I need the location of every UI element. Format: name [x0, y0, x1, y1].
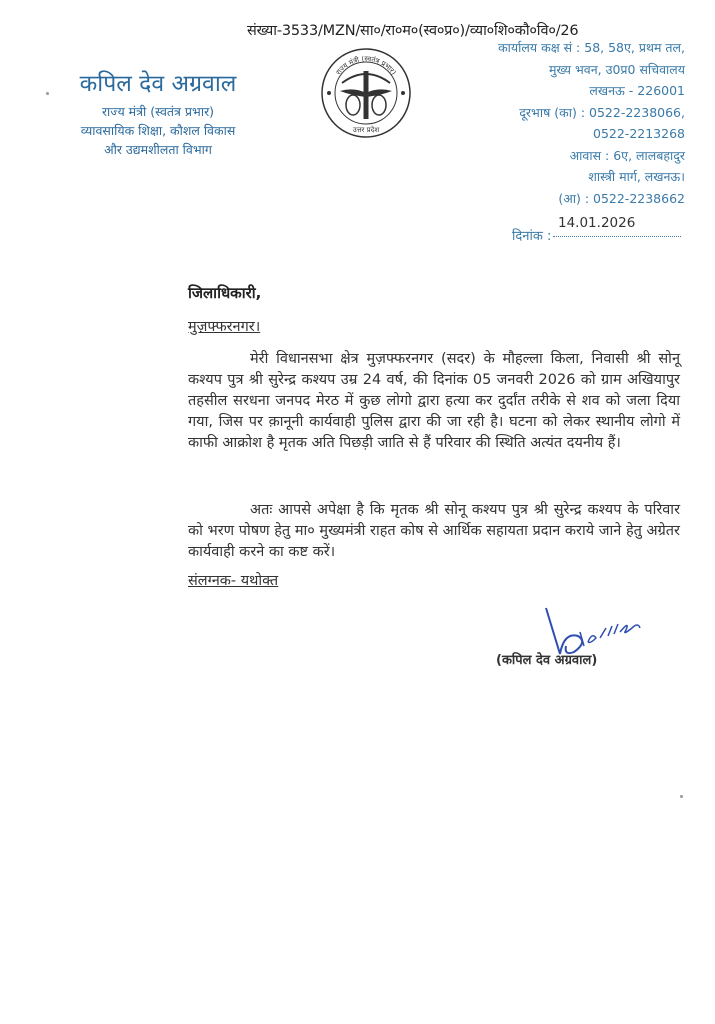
designation-line: राज्य मंत्री (स्वतंत्र प्रभार) — [101, 104, 215, 119]
body-paragraph-1 — [188, 349, 680, 454]
reference-number: संख्या-3533/MZN/सा०/रा०म०(स्व०प्र०)/व्या०शि०कौ०वि०/26 — [247, 23, 579, 39]
phone-office: दूरभाष (का) : 0522-2238066, — [519, 104, 685, 120]
scan-speck — [46, 92, 49, 95]
up-government-emblem-icon — [320, 47, 412, 139]
residence-address: आवास : 6ए, लालबहादुर — [569, 147, 685, 163]
address-line: मुख्य भवन, उ0प्र0 सचिवालय — [548, 61, 685, 77]
paragraph-text: अतः आपसे अपेक्षा है कि मृतक श्री सोनू कश्यप पुत्र श्री सुरेन्द्र कश्यप के परिवार को भरण पोषण हेतु मा० मुख्यमंत्री राहत कोष से आर्थिक सहायता प्रदान कराये जाने हेतु अग्रेतर कार्यवाही करने का कष्ट करें। — [188, 502, 680, 560]
body-paragraph-2 — [188, 500, 680, 563]
designation-line: और उद्यमशीलता विभाग — [104, 142, 212, 157]
svg-text:राज्य मंत्री (स्वतंत्र प्रभार): राज्य मंत्री (स्वतंत्र प्रभार) — [334, 54, 398, 77]
date-label: दिनांक : — [512, 229, 552, 244]
address-line: कार्यालय कक्ष सं : 58, 58ए, प्रथम तल, — [498, 40, 685, 55]
sender-designation — [40, 102, 276, 159]
svg-text:उत्तर प्रदेश: उत्तर प्रदेश — [352, 126, 380, 134]
designation-line: व्यावसायिक शिक्षा, कौशल विकास — [80, 123, 236, 138]
enclosure-note: संलग्नक- यथोक्त — [188, 573, 279, 589]
address-line: लखनऊ - 226001 — [589, 83, 685, 98]
scan-speck — [680, 795, 683, 798]
date-underline — [553, 236, 681, 237]
date-value: 14.01.2026 — [558, 215, 636, 231]
recipient-city: मुज़फ्फरनगर। — [188, 319, 261, 335]
office-address — [425, 37, 685, 209]
residence-address-2: शास्त्री मार्ग, लखनऊ। — [588, 169, 685, 184]
paragraph-text: मेरी विधानसभा क्षेत्र मुज़फ्फरनगर (सदर) के मौहल्ला किला, निवासी श्री सोनू कश्यप पुत्र श्री सुरेन्द्र कश्यप उम्र 24 वर्ष, की दिनांक 05 जनवरी 2026 को ग्राम अखियापुर तहसील सरधना जनपद मेरठ में कुछ लोगो द्वारा हत्या कर दुर्दांत तरीके से शव को जला दिया गया, जिस पर क़ानूनी कार्यवाही पुलिस द्वारा की जा रही है। घटना को लेकर स्थानीय लोगो में काफी आक्रोश है मृतक अति पिछड़ी जाति से हैं परिवार की स्थिति अत्यंत दयनीय हैं। — [188, 351, 680, 451]
sender-name: कपिल देव अग्रवाल — [79, 71, 237, 97]
phone-residence: (आ) : 0522-2238662 — [558, 190, 685, 206]
signatory-name: (कपिल देव अग्रवाल) — [496, 653, 598, 668]
phone-office-2: 0522-2213268 — [593, 126, 685, 141]
recipient-title: जिलाधिकारी, — [188, 284, 262, 302]
